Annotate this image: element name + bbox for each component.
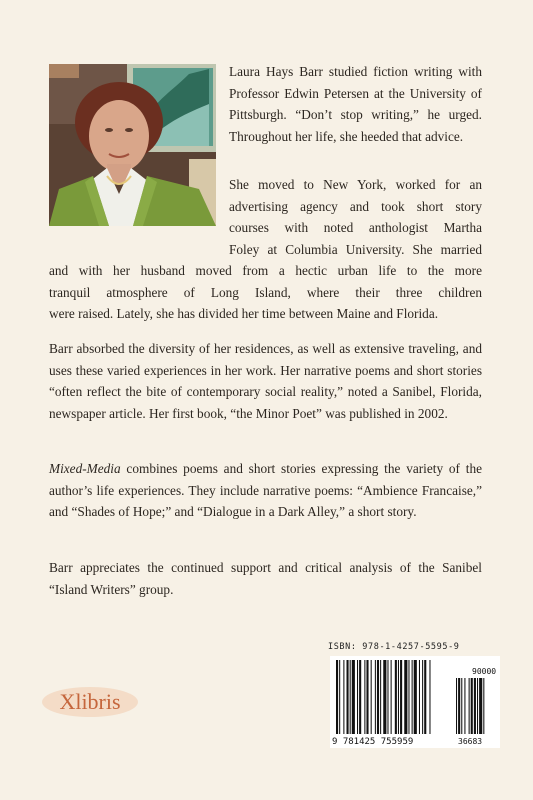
bio-paragraph-2-line: Foley at Columbia University. She married [229,242,482,257]
barcode-bar [408,660,409,734]
barcode-addon-bar [464,678,465,734]
barcode-bar [414,660,417,734]
barcode-addon-bar [483,678,484,734]
barcode-bar [377,660,379,734]
bio-paragraph-1: Laura Hays Barr studied fiction writing with Professor Edwin Petersen at the University of Pittsburgh. “Don’t stop writing,” he urged. Throughout her life, she heeded that advice. [229,64,482,144]
barcode-addon-bar [461,678,462,734]
barcode-bar [336,660,338,734]
bio-paragraph-3: Barr absorbed the diversity of her residences, as well as extensive traveling, and uses these varied experiences in her work. Her narrative poems and short stories “often reflect the bite of contemporary social reality,” noted a Sanibel, Florida, newspaper article. Her first book, “the Minor Poet” was published in 2002. [49,341,482,421]
isbn-label: ISBN: 978-1-4257-5595-9 [328,642,460,652]
barcode-bar [339,660,340,734]
bio-paragraph-4 [49,458,482,523]
barcode-addon-bar [471,678,473,734]
book-title: Mixed-Media [49,461,121,476]
barcode-bar [343,660,344,734]
barcode-bar [357,660,358,734]
barcode-bar [391,660,392,734]
barcode-bar [404,660,407,734]
bio-paragraph-2-line: advertising agency and took short story [229,199,482,214]
barcode-addon-bar [477,678,478,734]
barcode-addon-bar [469,678,470,734]
barcode-bar [419,660,420,734]
barcode-digits: 9 781425 755959 [332,737,414,747]
barcode-bar [429,660,430,734]
barcode-bar [383,660,386,734]
barcode-addon-bar [456,678,457,734]
barcode-bar [398,660,399,734]
publisher-logo [40,682,140,722]
barcode-addon-digits: 90000 [472,667,497,676]
publisher-name: Xlibris [59,689,121,714]
bio-paragraph-2-line: were raised. Lately, she has divided her time between Maine and Florida. [49,306,439,321]
barcode-bar [375,660,376,734]
isbn-barcode [330,656,500,748]
barcode-bar [380,660,381,734]
bio-paragraph-4-text: combines poems and short stories expressing the variety of the author’s life experiences. They include narrative poems: “Ambience Francaise,” and “Shades of Hope;” and “Dialogue in a Dark Alley,” a short story. [49,461,482,519]
bio-paragraph-5: Barr appreciates the continued support and critical analysis of the Sanibel “Island Writers” group. [49,560,482,597]
barcode-bar [395,660,397,734]
barcode-addon-bar [458,678,460,734]
barcode-bar [359,660,361,734]
barcode-bar [422,660,423,734]
barcode-side-text: 36683 [458,737,483,746]
barcode-bar [412,660,413,734]
bio-paragraph-2-line: and with her husband moved from a hectic urban life to the more [49,263,482,278]
barcode-bar [424,660,426,734]
barcode-addon-bar [474,678,476,734]
barcode-bar [350,660,351,734]
bio-paragraph-2-line: courses with noted anthologist Martha [229,220,482,235]
barcode-addon-bar [479,678,482,734]
barcode-bar [400,660,402,734]
author-photo [49,64,216,226]
barcode-bar [347,660,349,734]
barcode-bar [352,660,355,734]
barcode-bar [371,660,372,734]
barcode-bar [364,660,365,734]
barcode-bar [366,660,368,734]
barcode-bar [387,660,388,734]
bio-paragraph-2-line: She moved to New York, worked for an [229,177,482,192]
bio-paragraph-2-line: tranquil atmosphere of Long Island, where their three children [49,285,482,300]
